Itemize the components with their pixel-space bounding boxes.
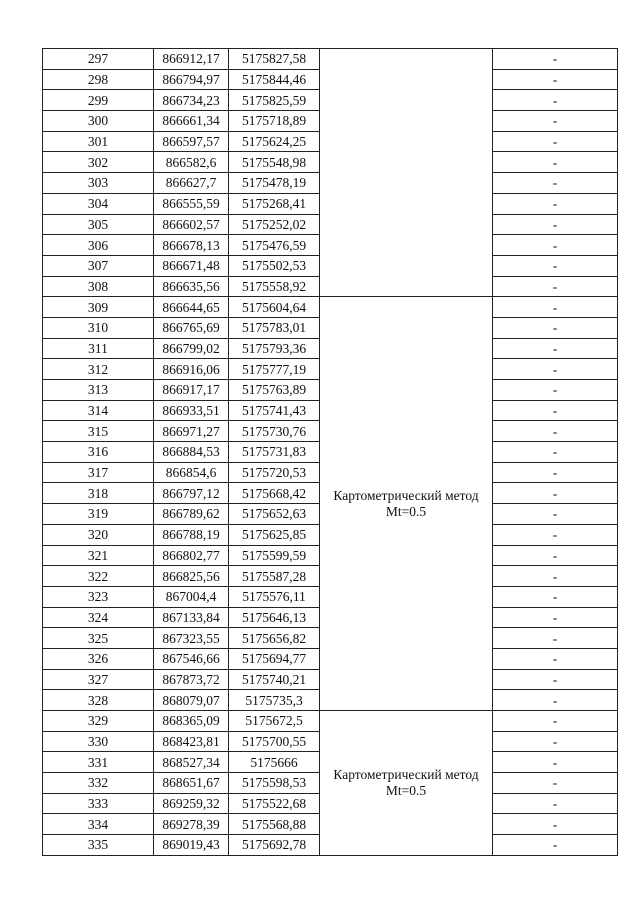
x-coordinate-cell: 866555,59 bbox=[154, 193, 229, 214]
y-coordinate-cell: 5175478,19 bbox=[229, 173, 320, 194]
table-row bbox=[43, 297, 618, 318]
y-coordinate-cell: 5175735,3 bbox=[229, 690, 320, 711]
method-cell bbox=[320, 297, 493, 711]
note-cell: - bbox=[493, 690, 618, 711]
note-cell: - bbox=[493, 421, 618, 442]
note-cell: - bbox=[493, 648, 618, 669]
x-coordinate-cell: 866933,51 bbox=[154, 400, 229, 421]
point-number-cell: 310 bbox=[43, 317, 154, 338]
x-coordinate-cell: 869259,32 bbox=[154, 793, 229, 814]
note-cell: - bbox=[493, 131, 618, 152]
note-cell: - bbox=[493, 731, 618, 752]
y-coordinate-cell: 5175252,02 bbox=[229, 214, 320, 235]
y-coordinate-cell: 5175730,76 bbox=[229, 421, 320, 442]
y-coordinate-cell: 5175740,21 bbox=[229, 669, 320, 690]
note-cell: - bbox=[493, 255, 618, 276]
point-number-cell: 330 bbox=[43, 731, 154, 752]
point-number-cell: 302 bbox=[43, 152, 154, 173]
method-cell bbox=[320, 711, 493, 856]
note-cell: - bbox=[493, 483, 618, 504]
note-cell: - bbox=[493, 90, 618, 111]
y-coordinate-cell: 5175720,53 bbox=[229, 462, 320, 483]
x-coordinate-cell: 868079,07 bbox=[154, 690, 229, 711]
y-coordinate-cell: 5175692,78 bbox=[229, 835, 320, 856]
note-cell: - bbox=[493, 545, 618, 566]
point-number-cell: 301 bbox=[43, 131, 154, 152]
x-coordinate-cell: 866671,48 bbox=[154, 255, 229, 276]
note-cell: - bbox=[493, 297, 618, 318]
note-cell: - bbox=[493, 711, 618, 732]
y-coordinate-cell: 5175624,25 bbox=[229, 131, 320, 152]
note-cell: - bbox=[493, 49, 618, 70]
x-coordinate-cell: 867133,84 bbox=[154, 607, 229, 628]
method-line: Mt=0.5 bbox=[385, 503, 427, 519]
point-number-cell: 300 bbox=[43, 111, 154, 132]
x-coordinate-cell: 866582,6 bbox=[154, 152, 229, 173]
note-cell: - bbox=[493, 380, 618, 401]
point-number-cell: 316 bbox=[43, 442, 154, 463]
y-coordinate-cell: 5175268,41 bbox=[229, 193, 320, 214]
note-cell: - bbox=[493, 442, 618, 463]
point-number-cell: 315 bbox=[43, 421, 154, 442]
x-coordinate-cell: 866602,57 bbox=[154, 214, 229, 235]
coordinates-table-body bbox=[43, 49, 618, 856]
note-cell: - bbox=[493, 566, 618, 587]
x-coordinate-cell: 869278,39 bbox=[154, 814, 229, 835]
point-number-cell: 321 bbox=[43, 545, 154, 566]
note-cell: - bbox=[493, 504, 618, 525]
note-cell: - bbox=[493, 235, 618, 256]
y-coordinate-cell: 5175666 bbox=[229, 752, 320, 773]
x-coordinate-cell: 866678,13 bbox=[154, 235, 229, 256]
point-number-cell: 331 bbox=[43, 752, 154, 773]
point-number-cell: 314 bbox=[43, 400, 154, 421]
point-number-cell: 307 bbox=[43, 255, 154, 276]
point-number-cell: 304 bbox=[43, 193, 154, 214]
note-cell: - bbox=[493, 173, 618, 194]
point-number-cell: 297 bbox=[43, 49, 154, 70]
y-coordinate-cell: 5175844,46 bbox=[229, 69, 320, 90]
point-number-cell: 319 bbox=[43, 504, 154, 525]
y-coordinate-cell: 5175598,53 bbox=[229, 773, 320, 794]
x-coordinate-cell: 866765,69 bbox=[154, 317, 229, 338]
note-cell: - bbox=[493, 359, 618, 380]
note-cell: - bbox=[493, 524, 618, 545]
x-coordinate-cell: 868423,81 bbox=[154, 731, 229, 752]
point-number-cell: 305 bbox=[43, 214, 154, 235]
x-coordinate-cell: 866917,17 bbox=[154, 380, 229, 401]
point-number-cell: 317 bbox=[43, 462, 154, 483]
y-coordinate-cell: 5175825,59 bbox=[229, 90, 320, 111]
y-coordinate-cell: 5175694,77 bbox=[229, 648, 320, 669]
note-cell: - bbox=[493, 317, 618, 338]
point-number-cell: 309 bbox=[43, 297, 154, 318]
x-coordinate-cell: 866916,06 bbox=[154, 359, 229, 380]
x-coordinate-cell: 866627,7 bbox=[154, 173, 229, 194]
x-coordinate-cell: 867004,4 bbox=[154, 586, 229, 607]
x-coordinate-cell: 866597,57 bbox=[154, 131, 229, 152]
x-coordinate-cell: 866825,56 bbox=[154, 566, 229, 587]
note-cell: - bbox=[493, 338, 618, 359]
point-number-cell: 326 bbox=[43, 648, 154, 669]
point-number-cell: 327 bbox=[43, 669, 154, 690]
y-coordinate-cell: 5175668,42 bbox=[229, 483, 320, 504]
y-coordinate-cell: 5175625,85 bbox=[229, 524, 320, 545]
y-coordinate-cell: 5175587,28 bbox=[229, 566, 320, 587]
y-coordinate-cell: 5175646,13 bbox=[229, 607, 320, 628]
coordinates-table bbox=[42, 48, 618, 856]
x-coordinate-cell: 866794,97 bbox=[154, 69, 229, 90]
point-number-cell: 313 bbox=[43, 380, 154, 401]
x-coordinate-cell: 869019,43 bbox=[154, 835, 229, 856]
method-line: Картометрический метод bbox=[333, 766, 479, 782]
x-coordinate-cell: 866661,34 bbox=[154, 111, 229, 132]
note-cell: - bbox=[493, 214, 618, 235]
x-coordinate-cell: 868365,09 bbox=[154, 711, 229, 732]
note-cell: - bbox=[493, 276, 618, 297]
y-coordinate-cell: 5175568,88 bbox=[229, 814, 320, 835]
y-coordinate-cell: 5175783,01 bbox=[229, 317, 320, 338]
x-coordinate-cell: 867546,66 bbox=[154, 648, 229, 669]
method-cell bbox=[320, 49, 493, 297]
note-cell: - bbox=[493, 814, 618, 835]
y-coordinate-cell: 5175604,64 bbox=[229, 297, 320, 318]
point-number-cell: 311 bbox=[43, 338, 154, 359]
x-coordinate-cell: 866789,62 bbox=[154, 504, 229, 525]
note-cell: - bbox=[493, 773, 618, 794]
y-coordinate-cell: 5175700,55 bbox=[229, 731, 320, 752]
note-cell: - bbox=[493, 193, 618, 214]
x-coordinate-cell: 866635,56 bbox=[154, 276, 229, 297]
point-number-cell: 332 bbox=[43, 773, 154, 794]
x-coordinate-cell: 866734,23 bbox=[154, 90, 229, 111]
note-cell: - bbox=[493, 607, 618, 628]
y-coordinate-cell: 5175718,89 bbox=[229, 111, 320, 132]
x-coordinate-cell: 866912,17 bbox=[154, 49, 229, 70]
x-coordinate-cell: 866884,53 bbox=[154, 442, 229, 463]
note-cell: - bbox=[493, 586, 618, 607]
point-number-cell: 318 bbox=[43, 483, 154, 504]
x-coordinate-cell: 866644,65 bbox=[154, 297, 229, 318]
note-cell: - bbox=[493, 111, 618, 132]
x-coordinate-cell: 868651,67 bbox=[154, 773, 229, 794]
note-cell: - bbox=[493, 628, 618, 649]
y-coordinate-cell: 5175793,36 bbox=[229, 338, 320, 359]
point-number-cell: 306 bbox=[43, 235, 154, 256]
x-coordinate-cell: 866799,02 bbox=[154, 338, 229, 359]
point-number-cell: 335 bbox=[43, 835, 154, 856]
x-coordinate-cell: 866854,6 bbox=[154, 462, 229, 483]
y-coordinate-cell: 5175777,19 bbox=[229, 359, 320, 380]
y-coordinate-cell: 5175576,11 bbox=[229, 586, 320, 607]
x-coordinate-cell: 867323,55 bbox=[154, 628, 229, 649]
y-coordinate-cell: 5175599,59 bbox=[229, 545, 320, 566]
point-number-cell: 328 bbox=[43, 690, 154, 711]
x-coordinate-cell: 866797,12 bbox=[154, 483, 229, 504]
note-cell: - bbox=[493, 69, 618, 90]
y-coordinate-cell: 5175741,43 bbox=[229, 400, 320, 421]
note-cell: - bbox=[493, 835, 618, 856]
point-number-cell: 333 bbox=[43, 793, 154, 814]
x-coordinate-cell: 867873,72 bbox=[154, 669, 229, 690]
table-row bbox=[43, 711, 618, 732]
y-coordinate-cell: 5175558,92 bbox=[229, 276, 320, 297]
point-number-cell: 325 bbox=[43, 628, 154, 649]
y-coordinate-cell: 5175672,5 bbox=[229, 711, 320, 732]
x-coordinate-cell: 868527,34 bbox=[154, 752, 229, 773]
y-coordinate-cell: 5175548,98 bbox=[229, 152, 320, 173]
point-number-cell: 312 bbox=[43, 359, 154, 380]
y-coordinate-cell: 5175476,59 bbox=[229, 235, 320, 256]
y-coordinate-cell: 5175827,58 bbox=[229, 49, 320, 70]
y-coordinate-cell: 5175652,63 bbox=[229, 504, 320, 525]
y-coordinate-cell: 5175522,68 bbox=[229, 793, 320, 814]
point-number-cell: 324 bbox=[43, 607, 154, 628]
point-number-cell: 334 bbox=[43, 814, 154, 835]
point-number-cell: 322 bbox=[43, 566, 154, 587]
point-number-cell: 303 bbox=[43, 173, 154, 194]
note-cell: - bbox=[493, 669, 618, 690]
note-cell: - bbox=[493, 152, 618, 173]
point-number-cell: 308 bbox=[43, 276, 154, 297]
table-row bbox=[43, 49, 618, 70]
note-cell: - bbox=[493, 752, 618, 773]
y-coordinate-cell: 5175763,89 bbox=[229, 380, 320, 401]
y-coordinate-cell: 5175502,53 bbox=[229, 255, 320, 276]
method-line: Картометрический метод bbox=[333, 487, 479, 503]
y-coordinate-cell: 5175731,83 bbox=[229, 442, 320, 463]
point-number-cell: 298 bbox=[43, 69, 154, 90]
x-coordinate-cell: 866971,27 bbox=[154, 421, 229, 442]
point-number-cell: 329 bbox=[43, 711, 154, 732]
method-line: Mt=0.5 bbox=[385, 782, 427, 798]
x-coordinate-cell: 866802,77 bbox=[154, 545, 229, 566]
note-cell: - bbox=[493, 462, 618, 483]
point-number-cell: 299 bbox=[43, 90, 154, 111]
y-coordinate-cell: 5175656,82 bbox=[229, 628, 320, 649]
note-cell: - bbox=[493, 400, 618, 421]
point-number-cell: 320 bbox=[43, 524, 154, 545]
x-coordinate-cell: 866788,19 bbox=[154, 524, 229, 545]
point-number-cell: 323 bbox=[43, 586, 154, 607]
note-cell: - bbox=[493, 793, 618, 814]
